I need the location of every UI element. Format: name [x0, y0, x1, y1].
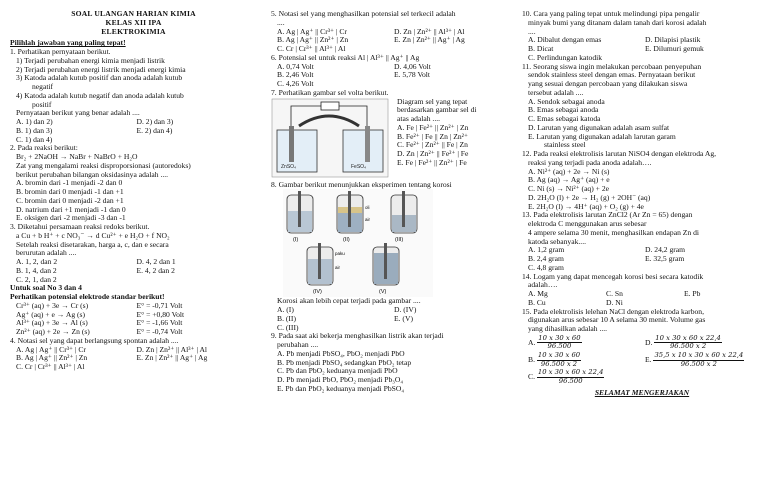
option-d[interactable]: D. Pb menjadi PbO, PbO₂ menjadi Pb₃O₄	[277, 375, 404, 384]
exam-title: SOAL ULANGAN HARIAN KIMIA	[71, 9, 196, 18]
label-V: (V)	[379, 289, 387, 296]
column-right	[522, 10, 762, 398]
voltaic-cell-diagram	[271, 98, 389, 178]
question-6: 6. Potensial sel untuk reaksi Al | Al³⁺ || Ag⁺ || Ag A. 0,74 Volt D. 4,06 Volt B. 2,46 Volt E. 5,78 Volt C. 4,26 Volt	[271, 54, 511, 89]
option-e[interactable]: E. 4, 2 dan 2	[136, 265, 175, 275]
question-2: 2. Pada reaksi berikut: Br₂ + 2NaOH → NaBr + NaBrO + H₂O Zat yang mengalami reaksi disproporsionasi (autoredoks) berikut perubahan bilangan oksidasinya adalah .... A. bromin dari -1 menjadi -2 dan 0 B. bromin dari 0 menjadi -1 dan +1 C. bromin dari 0 menjadi -2 dan +1 D. natrium dari +1 menjadi -1 dan 0 E. oksigen dari -2 menjadi -3 dan -1	[10, 144, 257, 223]
option-b[interactable]: B. 2,4 gram	[528, 254, 564, 263]
label-znso4: ZnSO₄	[281, 163, 297, 170]
option-b[interactable]: B. Cu	[528, 297, 546, 307]
option-d[interactable]: D. 4,06 Volt	[394, 61, 431, 71]
option-b[interactable]: B. $\frac{10 x 30 x 60}{96.500 x 2}$	[528, 350, 581, 368]
option-a[interactable]: A. Ag | Ag⁺ || Cr³⁺ | Cr	[16, 344, 86, 354]
option-e[interactable]: E. 5,78 Volt	[394, 70, 431, 80]
svg-text:air: air	[365, 217, 371, 223]
corrosion-figure	[271, 189, 511, 297]
question-5: 5. Notasi sel yang menghasilkan potensial sel terkecil adalah .... A. Ag | Ag⁺ || Cr³⁺ | Cr D. Zn | Zn²⁺ || Al³⁺ | Al B. Ag | Ag⁺ || Zn²⁺ | Zn E. Zn | Zn²⁺ || Ag⁺ | Ag C. Cr | Cr³⁺ || Al³⁺ | Al	[271, 10, 511, 54]
question-11: 11. Seorang siswa ingin melakukan percobaan penyepuhan sendok stainless steel dengan emas. Pernyataan berikut yang sesuai dengan percobaan yang dilakukan siswa tersebut adalah .... A. Sendok sebagai anoda B. Emas sebagai anoda C. Emas sebagai katoda D. Larutan yang digunakan adalah asam sulfat E. Larutan yang digunakan adalah larutan garam stainless steel	[522, 63, 762, 151]
question-9: 9. Pada saat aki bekerja menghasilkan listrik akan terjadi perubahan .... A. Pb menjadi PbSO₄, PbO₂ menjadi PbO B. Pb menjadi PbSO₄ sedangkan PbO₂ tetap C. Pb dan PbO₂ keduanya menjadi PbO D. Pb menjadi PbO, PbO₂ menjadi Pb₃O₄ E. Pb dan PbO₂ keduanya menjadi PbSO₄	[271, 332, 511, 393]
corrosion-experiment-diagram	[283, 189, 433, 297]
option-d[interactable]: D. Larutan yang digunakan adalah asam sulfat	[528, 122, 670, 132]
option-b[interactable]: B. Ag (aq) → Ag⁺ (aq) + e	[528, 175, 610, 185]
option-e[interactable]: E. Pb dan PbO₂ keduanya menjadi PbSO₄	[277, 383, 404, 393]
option-a[interactable]: A. $\frac{10 x 30 x 60}{96.500}$	[528, 333, 581, 351]
option-e[interactable]: E. Zn | Zn²⁺ || Ag⁺ | Ag	[394, 35, 465, 45]
option-c[interactable]: C. bromin dari 0 menjadi -2 dan +1	[16, 195, 124, 205]
option-d[interactable]: D. $\frac{10 x 30 x 60 x 22,4}{96.500 x 2}$	[645, 333, 721, 351]
section-title: Untuk soal No 3 dan 4	[10, 283, 82, 293]
closing-text: SELAMAT MENGERJAKAN	[594, 388, 690, 398]
svg-text:oli: oli	[365, 205, 370, 211]
label-II: (II)	[343, 237, 350, 244]
instruction: Pilihlah jawaban yang paling tepat!	[10, 38, 126, 48]
question-3: 3. Diketahui persamaan reaksi redoks berikut. a Cu + b H⁺ + c NO₃⁻ → d Cu²⁺ + e H₂O + f NO₂ Setelah reaksi disetarakan, harga a, c, dan e secara berurutan adalah .... A. 1, 2, dan 2 D. 4, 2 dan 1 B. 1, 4, dan 2 E. 4, 2 dan 2 C. 2, 1, dan 2	[10, 223, 257, 284]
option-d[interactable]: D. Zn | Zn²⁺ || Al³⁺ | Al	[394, 26, 465, 36]
column-left	[10, 10, 257, 372]
option-c[interactable]: C. Pb dan PbO₂ keduanya menjadi PbO	[277, 366, 398, 376]
voltaic-cell-figure	[271, 98, 389, 178]
option-a[interactable]: A. Pb menjadi PbSO₄, PbO₂ menjadi PbO	[277, 348, 405, 358]
option-b[interactable]: B. Pb menjadi PbSO₄ sedangkan PbO₂ tetap	[277, 357, 412, 367]
option-d[interactable]: D. natrium dari +1 menjadi -1 dan 0	[16, 204, 126, 214]
option-a[interactable]: A. Dibalut dengan emas	[528, 35, 602, 45]
question-3-4-info: Untuk soal No 3 dan 4 Perhatikan potensial elektrode standar berikut! Cr³⁺ (aq) + 3e → Cr (s) E° = -0,71 Volt Ag⁺ (aq) + e → Ag (s) E° = +0,80 Volt Al³⁺ (aq) + 3e → Al (s) E° = -1,66 Volt Zn²⁺ (aq) + 2e → Zn (s) E° = -0,74 Volt	[10, 284, 257, 337]
option-e[interactable]: E. (V)	[394, 313, 413, 323]
option-d[interactable]: D. Zn | Zn²⁺ || Al³⁺ | Al	[136, 344, 208, 354]
option-a[interactable]: A. 1,2 gram	[528, 245, 565, 255]
question-7: 7. Perhatikan gambar sel volta berikut. ZnSO₄ FeSO₄ Diagram sel yang tepat berdasarkan gambar sel di atas adalah .... A. Fe | Fe²⁺ || Zn²⁺ | Zn B. Fe²⁺ | Fe || Zn | Zn²⁺ C. Fe²⁺ | Zn²⁺ || Fe | Zn D. Zn | Zn²⁺ || Fe²⁺ | Fe E. Fe | Fe²⁺ || Zn²⁺ | Fe	[271, 89, 511, 178]
question-1: 1. Perhatikan pernyataan berikut. 1) Terjadi perubahan energi kimia menjadi listrik 2) Terjadi perubahan energi listrik menjadi energi kimia 3) Katoda adalah kutub positif dan anoda adalah kutub negatif 4) Katoda adalah kutub negatif dan anoda adalah kutub positif Pernyataan berikut yang benar adalah .... A. 1) dan 2) D. 2) dan 3) B. 1) dan 3) E. 2) dan 4) C. 1) dan 4)	[10, 48, 257, 144]
option-c[interactable]: C. $\frac{10 x 30 x 60 x 22,4}{96.500}$	[528, 368, 604, 385]
option-c[interactable]: C. 4,26 Volt	[277, 79, 314, 88]
option-b[interactable]: B. 2,46 Volt	[277, 70, 314, 80]
option-c[interactable]: C. (III)	[277, 322, 299, 332]
question-13: 13. Pada elektrolisis larutan ZnCl2 (Ar Zn = 65) dengan elektroda C menggunakan arus sebesar 4 ampere selama 30 menit, menghasilkan endapan Zn di katoda sebanyak.... A. 1,2 gram D. 24,2 gram B. 2,4 gram E. 32,5 gram C. 4,8 gram	[522, 211, 762, 272]
option-b[interactable]: B. Emas sebagai anoda	[528, 105, 599, 115]
option-a[interactable]: A. (I)	[277, 305, 294, 314]
option-e[interactable]: E. 2H₂O (l) → 4H⁺ (aq) + O₂ (g) + 4e	[528, 201, 644, 211]
question-15: 15. Pada elektrolisis lelehan NaCl dengan elektroda karbon, digunakan arus sebesar 10 A selama 30 menit. Volume gas yang dihasilkan adalah .... A. $\frac{10 x 30 x 60}{96.500}$ D. $\frac{10 x 30 x 60 x 22,4}{96.500 x 2}$ B. $\frac{10 x 30 x 60}{96.500 x 2}$ E. $\frac{35,5 x 10 x 30 x 60 x 22,4}{96.500 x 2}$ C. $\frac{10 x 30 x 60 x 22,4}{96.500}$	[522, 308, 762, 386]
svg-text:paku: paku	[335, 251, 345, 257]
option-a[interactable]: A. Ni²⁺ (aq) + 2e → Ni (s)	[528, 166, 610, 176]
column-middle	[271, 10, 511, 394]
option-c[interactable]: C. Fe²⁺ | Zn²⁺ || Fe | Zn	[397, 140, 468, 150]
equation: Br₂ + 2NaOH → NaBr + NaBrO + H₂O	[16, 152, 138, 161]
option-e[interactable]: E. 2) dan 4)	[136, 125, 173, 135]
option-a[interactable]: A. Ag | Ag⁺ || Cr³⁺ | Cr	[277, 26, 347, 36]
option-e[interactable]: E. Larutan yang digunakan adalah larutan garam	[528, 131, 676, 141]
option-e[interactable]: E. Pb	[684, 289, 701, 298]
question-4: 4. Notasi sel yang dapat berlangsung spontan adalah .... A. Ag | Ag⁺ || Cr³⁺ | Cr D. Zn | Zn²⁺ || Al³⁺ | Al B. Ag | Ag⁺ || Zn²⁺ | Zn E. Zn | Zn²⁺ || Ag⁺ | Ag C. Cr | Cr³⁺ || Al³⁺ | Al	[10, 337, 257, 372]
option-d[interactable]: D. 2) dan 3)	[136, 117, 174, 126]
option-d[interactable]: D. Ni	[606, 297, 623, 307]
option-b[interactable]: B. 1) dan 3)	[16, 125, 53, 135]
option-a[interactable]: A. Fe | Fe²⁺ || Zn²⁺ | Zn	[397, 122, 469, 132]
question-12: 12. Pada reaksi elektrolisis larutan NiSO4 dengan elektroda Ag, reaksi yang terjadi pada anoda adalah…. A. Ni²⁺ (aq) + 2e → Ni (s) B. Ag (aq) → Ag⁺ (aq) + e C. Ni (s) → Ni²⁺ (aq) + 2e D. 2H₂O (l) + 2e → H₂ (g) + 2OH⁻ (aq) E. 2H₂O (l) → 4H⁺ (aq) + O₂ (g) + 4e	[522, 150, 762, 211]
option-a[interactable]: A. 1, 2, dan 2	[16, 257, 58, 266]
exam-subject: ELEKTROKIMIA	[101, 26, 166, 36]
option-d[interactable]: D. Dilapisi plastik	[645, 35, 701, 45]
option-d[interactable]: D. Zn | Zn²⁺ || Fe²⁺ | Fe	[397, 149, 469, 158]
option-d[interactable]: D. 4, 2 dan 1	[136, 257, 176, 266]
option-d[interactable]: D. 2H₂O (l) + 2e → H₂ (g) + 2OH⁻ (aq)	[528, 192, 651, 202]
option-c[interactable]: C. Emas sebagai katoda	[528, 114, 601, 123]
equation: a Cu + b H⁺ + c NO₃⁻ → d Cu²⁺ + e H₂O + f NO₂	[16, 230, 170, 240]
option-a[interactable]: A. Mg	[528, 289, 548, 298]
option-c[interactable]: C. Perlindungan katodik	[528, 52, 603, 62]
option-e[interactable]: E. Dilumuri gemuk	[645, 44, 704, 53]
svg-text:air: air	[335, 265, 341, 271]
question-10: 10. Cara yang paling tepat untuk melindungi pipa pengalir minyak bumi yang ditanam dalam tanah dari korosi adalah .... A. Dibalut dengan emas D. Dilapisi plastik B. Dicat E. Dilumuri gemuk C. Perlindungan katodik	[522, 10, 762, 63]
section-subtitle: Perhatikan potensial elektrode standar berikut!	[10, 292, 165, 301]
label-feso4: FeSO₄	[351, 163, 367, 170]
exam-class: KELAS XII IPA	[105, 17, 162, 27]
option-c[interactable]: C. 4,8 gram	[528, 262, 564, 272]
option-b[interactable]: B. bromin dari 0 menjadi -1 dan +1	[16, 187, 124, 196]
option-c[interactable]: C. 1) dan 4)	[16, 134, 53, 144]
option-c[interactable]: C. Sn	[606, 289, 623, 298]
option-c[interactable]: C. Cr | Cr³⁺ || Al³⁺ | Al	[16, 362, 85, 371]
option-a[interactable]: A. 0,74 Volt	[277, 61, 314, 71]
option-b[interactable]: B. 1, 4, dan 2	[16, 265, 57, 275]
option-c[interactable]: C. Cr | Cr³⁺ || Al³⁺ | Al	[277, 44, 346, 53]
option-b[interactable]: B. Ag | Ag⁺ || Zn²⁺ | Zn	[277, 35, 349, 45]
option-e[interactable]: E. 32,5 gram	[645, 254, 685, 263]
option-c[interactable]: C. 2, 1, dan 2	[16, 274, 57, 284]
question-14: 14. Logam yang dapat mencegah korosi besi secara katodik adalah…. A. Mg C. Sn E. Pb B. Cu D. Ni	[522, 273, 762, 308]
option-d[interactable]: D. (IV)	[394, 305, 417, 314]
option-a[interactable]: A. Sendok sebagai anoda	[528, 96, 605, 106]
option-e[interactable]: E. Fe | Fe²⁺ || Zn²⁺ | Fe	[397, 157, 467, 167]
label-I: (I)	[293, 237, 299, 244]
label-III: (III)	[395, 237, 404, 244]
option-e[interactable]: E. oksigen dari -2 menjadi -3 dan -1	[16, 213, 126, 223]
option-c[interactable]: C. Ni (s) → Ni²⁺ (aq) + 2e	[528, 184, 610, 193]
option-b[interactable]: B. Fe²⁺ | Fe || Zn | Zn²⁺	[397, 131, 468, 141]
question-8: 8. Gambar berikut menunjukkan eksperimen tentang korosi (I) oli air (II) (III) paku air (IV) (V) Korosi akan lebih cepat terjadi pada gambar .... A. (I) D. (IV) B. (II) E. (V) C. (III)	[271, 181, 511, 333]
option-a[interactable]: A. bromin dari -1 menjadi -2 dan 0	[16, 178, 123, 188]
option-b[interactable]: B. (II)	[277, 313, 296, 323]
option-a[interactable]: A. 1) dan 2)	[16, 117, 53, 126]
option-d[interactable]: D. 24,2 gram	[645, 245, 686, 255]
label-IV: (IV)	[313, 289, 322, 296]
option-b[interactable]: B. Ag | Ag⁺ || Zn²⁺ | Zn	[16, 353, 88, 363]
option-e[interactable]: E. Zn | Zn²⁺ || Ag⁺ | Ag	[136, 353, 208, 363]
option-b[interactable]: B. Dicat	[528, 44, 554, 53]
option-e[interactable]: E. $\frac{35,5 x 10 x 30 x 60 x 22,4}{96.500 x 2}$	[645, 350, 744, 368]
